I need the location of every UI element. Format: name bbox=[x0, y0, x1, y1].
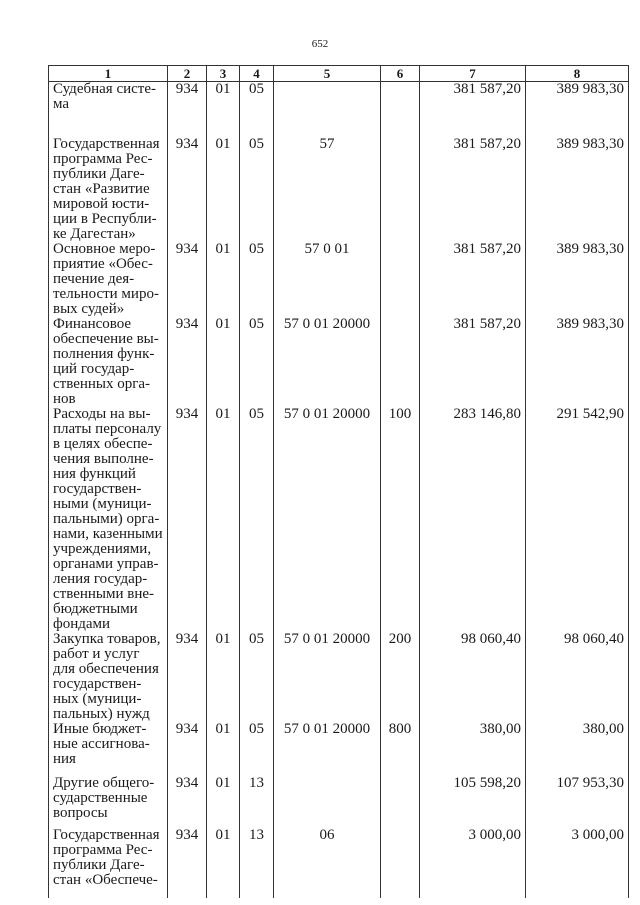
table-row bbox=[49, 776, 629, 828]
target-article-code: 06 bbox=[274, 828, 381, 898]
section-code: 01 bbox=[207, 317, 240, 407]
section-code: 01 bbox=[207, 137, 240, 242]
ministry-code: 934 bbox=[168, 407, 207, 632]
ministry-code: 934 bbox=[168, 82, 207, 137]
amount-year-2: 389 983,30 bbox=[526, 317, 629, 407]
row-title: Судебная систе- ма bbox=[49, 82, 168, 137]
amount-year-2: 389 983,30 bbox=[526, 82, 629, 137]
target-article-code: 57 0 01 20000 bbox=[274, 407, 381, 632]
row-title: Иные бюджет- ные ассигнова- ния bbox=[49, 722, 168, 776]
amount-year-1: 381 587,20 bbox=[420, 317, 526, 407]
expense-type-code bbox=[381, 776, 420, 828]
amount-year-1: 381 587,20 bbox=[420, 242, 526, 317]
expense-type-code: 200 bbox=[381, 632, 420, 722]
column-header: 3 bbox=[207, 66, 240, 82]
target-article-code: 57 0 01 20000 bbox=[274, 722, 381, 776]
amount-year-1: 381 587,20 bbox=[420, 137, 526, 242]
amount-year-2: 389 983,30 bbox=[526, 242, 629, 317]
subsection-code: 05 bbox=[240, 137, 274, 242]
expense-type-code bbox=[381, 828, 420, 898]
subsection-code: 13 bbox=[240, 828, 274, 898]
subsection-code: 05 bbox=[240, 722, 274, 776]
section-code: 01 bbox=[207, 407, 240, 632]
target-article-code: 57 0 01 bbox=[274, 242, 381, 317]
row-title: Другие общего- сударственные вопросы bbox=[49, 776, 168, 828]
ministry-code: 934 bbox=[168, 137, 207, 242]
row-title: Основное меро- приятие «Обес- печение дея- тельности миро- вых судей» bbox=[49, 242, 168, 317]
column-header: 6 bbox=[381, 66, 420, 82]
amount-year-2: 389 983,30 bbox=[526, 137, 629, 242]
amount-year-1: 283 146,80 bbox=[420, 407, 526, 632]
amount-year-1: 381 587,20 bbox=[420, 82, 526, 137]
amount-year-2: 107 953,30 bbox=[526, 776, 629, 828]
subsection-code: 05 bbox=[240, 317, 274, 407]
ministry-code: 934 bbox=[168, 776, 207, 828]
section-code: 01 bbox=[207, 776, 240, 828]
table-row bbox=[49, 632, 629, 722]
amount-year-1: 3 000,00 bbox=[420, 828, 526, 898]
amount-year-2: 98 060,40 bbox=[526, 632, 629, 722]
ministry-code: 934 bbox=[168, 317, 207, 407]
column-header: 7 bbox=[420, 66, 526, 82]
target-article-code bbox=[274, 82, 381, 137]
amount-year-1: 105 598,20 bbox=[420, 776, 526, 828]
section-code: 01 bbox=[207, 828, 240, 898]
amount-year-2: 380,00 bbox=[526, 722, 629, 776]
column-header: 2 bbox=[168, 66, 207, 82]
column-header: 1 bbox=[49, 66, 168, 82]
ministry-code: 934 bbox=[168, 632, 207, 722]
table-row bbox=[49, 722, 629, 776]
subsection-code: 05 bbox=[240, 82, 274, 137]
budget-table bbox=[48, 65, 629, 898]
row-title: Расходы на вы- платы персоналу в целях обеспе- чения выполне- ния функций государствен- ными (муници- пальными) орга- нами, казенными учреждениями, органами управ- ления государ- ственными вне- бюджетными фондами bbox=[49, 407, 168, 632]
table-row bbox=[49, 317, 629, 407]
section-code: 01 bbox=[207, 722, 240, 776]
header-row bbox=[49, 66, 629, 82]
expense-type-code: 800 bbox=[381, 722, 420, 776]
table-row bbox=[49, 137, 629, 242]
section-code: 01 bbox=[207, 632, 240, 722]
section-code: 01 bbox=[207, 242, 240, 317]
row-title: Государственная программа Рес- публики Даге- стан «Развитие мировой юсти- ции в Республи- ке Дагестан» bbox=[49, 137, 168, 242]
page-number: 652 bbox=[311, 38, 329, 50]
table-row bbox=[49, 82, 629, 137]
amount-year-1: 98 060,40 bbox=[420, 632, 526, 722]
table-row bbox=[49, 828, 629, 898]
expense-type-code bbox=[381, 137, 420, 242]
ministry-code: 934 bbox=[168, 722, 207, 776]
target-article-code bbox=[274, 776, 381, 828]
target-article-code: 57 0 01 20000 bbox=[274, 317, 381, 407]
column-header: 5 bbox=[274, 66, 381, 82]
column-header: 8 bbox=[526, 66, 629, 82]
table-row bbox=[49, 407, 629, 632]
subsection-code: 05 bbox=[240, 407, 274, 632]
subsection-code: 05 bbox=[240, 632, 274, 722]
amount-year-2: 291 542,90 bbox=[526, 407, 629, 632]
subsection-code: 13 bbox=[240, 776, 274, 828]
ministry-code: 934 bbox=[168, 828, 207, 898]
ministry-code: 934 bbox=[168, 242, 207, 317]
amount-year-2: 3 000,00 bbox=[526, 828, 629, 898]
subsection-code: 05 bbox=[240, 242, 274, 317]
expense-type-code bbox=[381, 317, 420, 407]
section-code: 01 bbox=[207, 82, 240, 137]
column-header: 4 bbox=[240, 66, 274, 82]
row-title: Государственная программа Рес- публики Даге- стан «Обеспече- bbox=[49, 828, 168, 898]
row-title: Закупка товаров, работ и услуг для обеспечения государствен- ных (муници- пальных) нужд bbox=[49, 632, 168, 722]
expense-type-code bbox=[381, 82, 420, 137]
target-article-code: 57 bbox=[274, 137, 381, 242]
amount-year-1: 380,00 bbox=[420, 722, 526, 776]
target-article-code: 57 0 01 20000 bbox=[274, 632, 381, 722]
expense-type-code bbox=[381, 242, 420, 317]
expense-type-code: 100 bbox=[381, 407, 420, 632]
row-title: Финансовое обеспечение вы- полнения функ- ций государ- ственных орга- нов bbox=[49, 317, 168, 407]
table-row bbox=[49, 242, 629, 317]
